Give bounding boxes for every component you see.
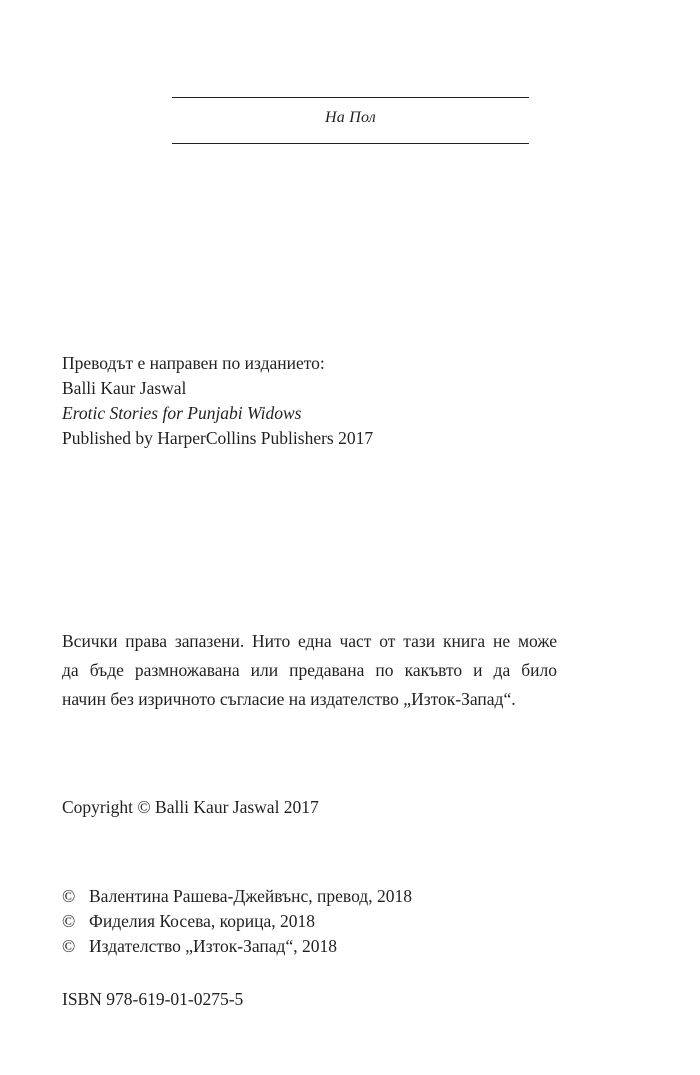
rights-line-3: начин без изричното съгласие на издателство „Изток-Запад“. bbox=[62, 689, 516, 709]
copyright-text: Copyright © Balli Kaur Jaswal 2017 bbox=[62, 797, 319, 817]
copyright-notice bbox=[62, 795, 557, 820]
credit-cover bbox=[62, 909, 557, 934]
isbn bbox=[62, 987, 557, 1012]
rights-notice bbox=[62, 627, 557, 714]
original-title: Erotic Stories for Punjabi Widows bbox=[62, 403, 302, 423]
credit-text: Издателство „Изток-Запад“, 2018 bbox=[89, 936, 337, 956]
credit-publisher bbox=[62, 934, 557, 959]
isbn-text: ISBN 978-619-01-0275-5 bbox=[62, 989, 244, 1009]
edition-info bbox=[62, 351, 557, 451]
original-publisher: Published by HarperCollins Publishers 2017 bbox=[62, 428, 374, 448]
copyright-symbol: © bbox=[62, 936, 76, 956]
dedication-rule-bottom bbox=[172, 143, 529, 144]
dedication: На Пол bbox=[325, 109, 376, 126]
credit-translation bbox=[62, 884, 557, 909]
edition-intro: Преводът е направен по изданието: bbox=[62, 353, 325, 373]
credit-text: Валентина Рашева-Джейвънс, превод, 2018 bbox=[89, 886, 412, 906]
copyright-symbol: © bbox=[62, 886, 76, 906]
copyright-symbol: © bbox=[62, 911, 76, 931]
credit-text: Фиделия Косева, корица, 2018 bbox=[89, 911, 316, 931]
rights-line-1: Всички права запазени. Нито една част от тази книга не може bbox=[62, 631, 557, 651]
credits-list bbox=[62, 884, 557, 959]
dedication-frame bbox=[172, 97, 529, 144]
dedication-rule-top bbox=[172, 97, 529, 98]
rights-line-2: да бъде размножавана или предавана по какъвто и да било bbox=[62, 660, 557, 680]
original-author: Balli Kaur Jaswal bbox=[62, 378, 187, 398]
